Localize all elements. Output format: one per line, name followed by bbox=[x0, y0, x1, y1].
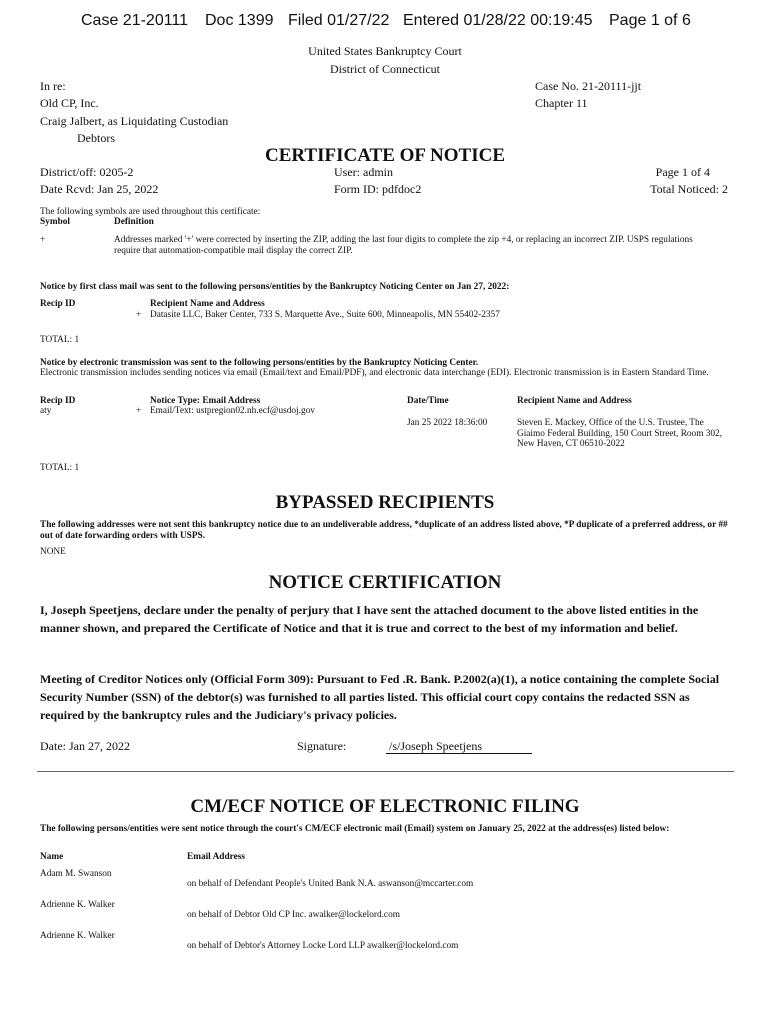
stamp-page: Page 1 of 6 bbox=[609, 12, 691, 29]
signature-value: /s/Joseph Speetjens bbox=[389, 739, 482, 753]
date-received: Date Rcvd: Jan 25, 2022 bbox=[40, 182, 159, 196]
symbol-plus-definition: Addresses marked '+' were corrected by inserting the ZIP, adding the last four digits to complete the zip +4, or replacing an incorrect ZIP. USPS regulations require that automation-compatible mail display the correct ZIP. bbox=[114, 235, 693, 256]
electronic-row-mark: + bbox=[136, 406, 142, 416]
cmecf-column-email: Email Address bbox=[187, 852, 245, 862]
electronic-row-email: Email/Text: ustpregion02.nh.ecf@usdoj.gov bbox=[150, 406, 315, 416]
signature-label: Signature: bbox=[297, 739, 347, 753]
district-office: District/off: 0205-2 bbox=[40, 165, 134, 179]
cmecf-title: CM/ECF NOTICE OF ELECTRONIC FILING bbox=[190, 796, 580, 817]
certification-ssn-notice: Meeting of Creditor Notices only (Official Form 309): Pursuant to Fed .R. Bank. P.2002(a)(1), a notice containing the complete Social Security Number (SSN) of the debtor(s) was furnished to all parties listed. This official court copy contains the redacted SSN as required by the bankruptcy rules and the Judiciary's privacy policies. bbox=[40, 672, 720, 722]
bypassed-title: BYPASSED RECIPIENTS bbox=[275, 492, 495, 513]
in-re-label: In re: bbox=[40, 79, 66, 93]
first-class-row-mark: + bbox=[136, 310, 142, 320]
debtor-name: Old CP, Inc. bbox=[40, 96, 99, 110]
stamp-entered: Entered 01/28/22 00:19:45 bbox=[403, 12, 593, 29]
cmecf-row-email: on behalf of Debtor's Attorney Locke Lord LLP awalker@lockelord.com bbox=[187, 941, 459, 951]
symbols-column-symbol: Symbol bbox=[40, 217, 70, 227]
stamp-filed: Filed 01/27/22 bbox=[288, 12, 390, 29]
form-id: Form ID: pdfdoc2 bbox=[334, 182, 422, 196]
electronic-column-recipient: Recipient Name and Address bbox=[517, 396, 632, 406]
first-class-column-recip-id: Recip ID bbox=[40, 299, 76, 309]
symbol-plus: + bbox=[40, 235, 46, 245]
total-noticed: Total Noticed: 2 bbox=[650, 182, 728, 196]
certification-date: Date: Jan 27, 2022 bbox=[40, 739, 130, 753]
cmecf-row-name: Adrienne K. Walker bbox=[40, 900, 115, 910]
stamp-case: Case 21-20111 bbox=[81, 12, 189, 29]
user: User: admin bbox=[334, 165, 393, 179]
electronic-column-notice-type: Notice Type: Email Address bbox=[150, 396, 261, 406]
signature-line bbox=[386, 753, 532, 754]
certification-declaration: I, Joseph Speetjens, declare under the penalty of perjury that I have sent the attached document to the above listed entities in the manner shown, and prepared the Certificate of Notice and that it is true and correct to the best of my information and belief. bbox=[40, 603, 699, 635]
chapter: Chapter 11 bbox=[535, 96, 588, 110]
bypassed-none: NONE bbox=[40, 547, 66, 557]
cmecf-column-name: Name bbox=[40, 852, 64, 862]
electronic-row-id: aty bbox=[40, 406, 52, 416]
electronic-column-datetime: Date/Time bbox=[407, 396, 449, 406]
certification-title: NOTICE CERTIFICATION bbox=[268, 572, 502, 593]
debtor-custodian: Craig Jalbert, as Liquidating Custodian bbox=[40, 114, 229, 128]
electronic-description: Electronic transmission includes sending notices via email (Email/text and Email/PDF), and electronic data interchange (EDI). Electronic transmission is in Eastern Standard Time. bbox=[40, 368, 709, 378]
electronic-heading: Notice by electronic transmission was sent to the following persons/entities by the Bankruptcy Noticing Center. bbox=[40, 358, 479, 368]
cmecf-intro: The following persons/entities were sent notice through the court's CM/ECF electronic mail (Email) system on January 25, 2022 at the address(es) listed below: bbox=[40, 824, 670, 834]
first-class-column-recipient: Recipient Name and Address bbox=[150, 299, 265, 309]
certificate-title: CERTIFICATE OF NOTICE bbox=[264, 145, 506, 166]
section-divider bbox=[37, 771, 734, 772]
debtors-label: Debtors bbox=[77, 131, 115, 145]
cmecf-row-email: on behalf of Defendant People's United Bank N.A. aswanson@mccarter.com bbox=[187, 879, 474, 889]
court-district: District of Connecticut bbox=[330, 62, 440, 76]
certificate-page: Page 1 of 4 bbox=[655, 165, 710, 179]
symbols-intro: The following symbols are used throughout this certificate: bbox=[40, 207, 261, 217]
first-class-heading: Notice by first class mail was sent to the following persons/entities by the Bankruptcy Noticing Center on Jan 27, 2022: bbox=[40, 282, 510, 292]
first-class-recipient: Datasite LLC, Baker Center, 733 S. Marquette Ave., Suite 600, Minneapolis, MN 55402-2357 bbox=[150, 310, 500, 320]
cmecf-row-name: Adrienne K. Walker bbox=[40, 931, 115, 941]
case-number: Case No. 21-20111-jjt bbox=[535, 79, 642, 93]
cmecf-row-name: Adam M. Swanson bbox=[40, 869, 112, 879]
court-name: United States Bankruptcy Court bbox=[308, 44, 462, 58]
symbols-column-definition: Definition bbox=[114, 217, 154, 227]
bypassed-text: The following addresses were not sent this bankruptcy notice due to an undeliverable address, *duplicate of an address listed above, *P duplicate of a preferred address, or ## out of date forwarding orders with USPS. bbox=[40, 520, 728, 541]
electronic-column-recip-id: Recip ID bbox=[40, 396, 76, 406]
cmecf-row-email: on behalf of Debtor Old CP Inc. awalker@lockelord.com bbox=[187, 910, 400, 920]
electronic-row-datetime: Jan 25 2022 18:36:00 bbox=[407, 418, 488, 428]
stamp-doc: Doc 1399 bbox=[205, 12, 274, 29]
electronic-total: TOTAL: 1 bbox=[40, 463, 80, 473]
electronic-row-recipient: Steven E. Mackey, Office of the U.S. Trustee, The Giaimo Federal Building, 150 Court Street, Room 302, New Haven, CT 06510-2022 bbox=[517, 418, 723, 449]
first-class-total: TOTAL: 1 bbox=[40, 335, 80, 345]
